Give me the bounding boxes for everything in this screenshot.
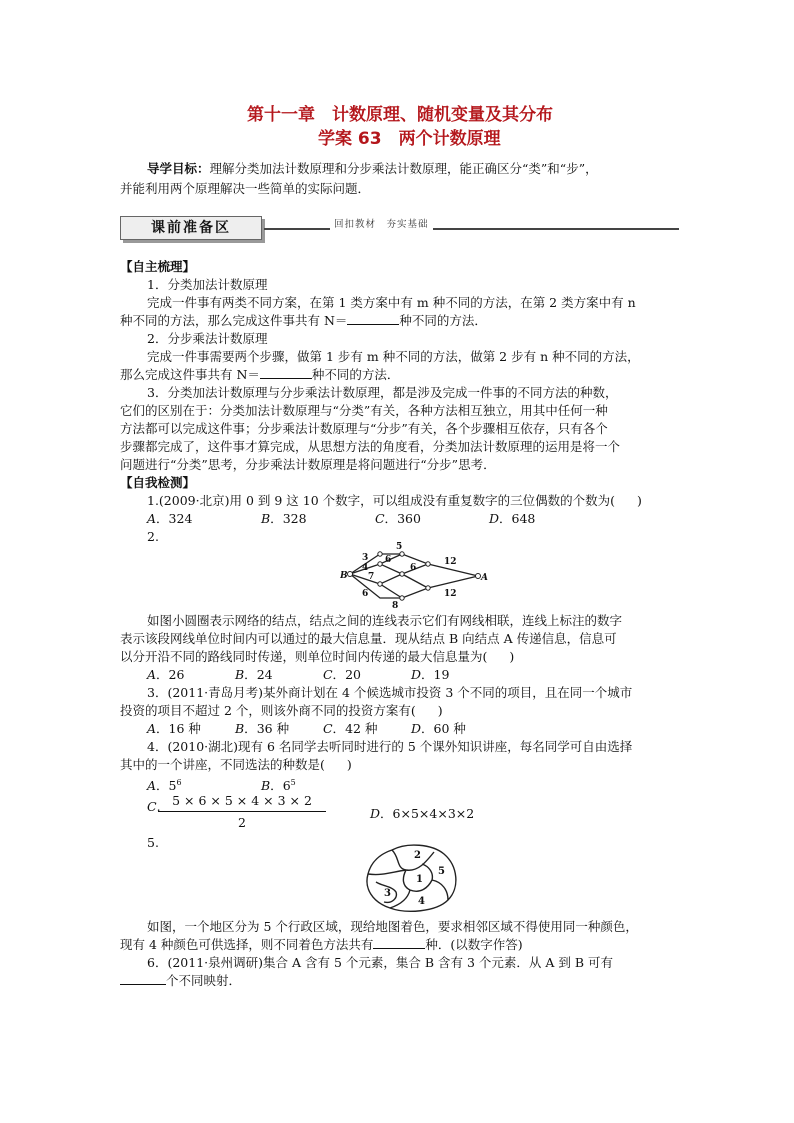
region-label: 2 [414, 850, 421, 861]
check-heading: 【自我检测】 [120, 475, 196, 490]
region-map [362, 842, 462, 914]
banner-rule [264, 228, 679, 230]
node [378, 562, 382, 566]
edge [380, 564, 402, 574]
goal-line-2: 并能利用两个原理解决一些简单的实际问题． [120, 181, 371, 196]
q1-choices [147, 510, 535, 528]
answer-blank-q5[interactable] [373, 936, 425, 949]
banner-subtitle: 回扣教材 夯实基础 [330, 216, 433, 230]
map-boundary [368, 870, 406, 875]
node [348, 572, 353, 577]
q3-choice-d[interactable]: D．60 种 [410, 721, 466, 736]
choice-letter: B [260, 778, 271, 794]
q2-choice-c[interactable]: C．20 [322, 667, 361, 682]
section-banner: 课前准备区 [120, 216, 262, 240]
goal-label: 导学目标： [147, 161, 210, 176]
edge-label: 6 [362, 589, 369, 599]
q3-choice-c[interactable]: C．42 种 [322, 721, 378, 736]
item3-line3: 方法都可以完成这件事；分步乘法计数原理与“分步”有关，各个步骤相互依存，只有各个 [120, 421, 608, 436]
q6-line2 [120, 972, 241, 990]
region-label: 4 [418, 896, 425, 907]
item3-line2: 它们的区别在于：分类加法计数原理与“分类”有关，各种方法相互独立，用其中任何一种 [120, 403, 608, 418]
item2-title: 2．分步乘法计数原理 [147, 331, 268, 346]
edge-label: 12 [444, 557, 457, 567]
node [400, 596, 404, 600]
q1-choice-d[interactable]: D．648 [488, 511, 536, 526]
q1-stem-text: 1.(2009·北京)用 0 到 9 这 10 个数字，可以组成没有重复数字的三位偶数的个数为( [147, 493, 615, 508]
choice-letter: A [147, 778, 157, 794]
q4-choice-c[interactable]: C. [147, 799, 161, 814]
q1-choice-b[interactable]: B．328 [260, 511, 307, 526]
edge-label: 6 [410, 563, 417, 573]
node [426, 586, 430, 590]
q5-line2 [120, 936, 523, 954]
choice-value: 24 [256, 667, 273, 682]
review-heading: 【自主梳理】 [120, 259, 196, 274]
map-outline [367, 845, 456, 911]
q6-line1: 6．(2011·泉州调研)集合 A 含有 5 个元素，集合 B 含有 3 个元素．从 A 到 B 可有 [147, 955, 614, 970]
q3-choices [147, 720, 466, 738]
region-label: 1 [416, 874, 423, 885]
q1-choice-a[interactable]: A．324 [147, 511, 193, 526]
q2-choice-b[interactable]: B．24 [234, 667, 273, 682]
fraction-bar [158, 811, 326, 812]
choice-value: 324 [168, 511, 193, 526]
q3-choice-b[interactable]: B．36 种 [234, 721, 290, 736]
choice-letter: B [260, 511, 271, 526]
choice-value: 19 [433, 667, 450, 682]
edge-label: 7 [368, 572, 375, 582]
goal-text-1: 理解分类加法计数原理和分步乘法计数原理，能正确区分“类”和“步”， [209, 161, 598, 176]
choice-value: 16 种 [168, 721, 201, 736]
choice-letter: C [374, 511, 385, 526]
choice-value: 6×5×4×3×2 [392, 806, 475, 821]
choice-value: 42 种 [345, 721, 378, 736]
choice-letter: C [322, 667, 333, 682]
q4-choice-b[interactable]: B．$6^5$ [260, 778, 296, 794]
edge [380, 574, 402, 584]
q5-line2-b: 种．(以数字作答) [425, 937, 523, 952]
node [378, 552, 382, 556]
choice-letter: B [234, 721, 245, 736]
choice-value: 360 [397, 511, 421, 526]
q2-choice-a[interactable]: A．26 [147, 667, 185, 682]
choice-letter: D [410, 667, 421, 682]
choice-letter: A [147, 721, 157, 736]
item1-line2-a: 种不同的方法，那么完成这件事共有 N＝ [120, 313, 348, 328]
q2-line3-text: 以分开沿不同的路线同时传递，则单位时间内传递的最大信息量为( [120, 649, 488, 664]
q3-line2-text: 投资的项目不超过 2 个，则该外商不同的投资方案有( [120, 703, 416, 718]
item2-line2-a: 那么完成这件事共有 N＝ [120, 367, 260, 382]
choice-value: 648 [511, 511, 536, 526]
item1-line1: 完成一件事有两类不同方案，在第 1 类方案中有 m 种不同的方法，在第 2 类方案中有 n [147, 295, 636, 310]
choice-letter: C [147, 799, 157, 814]
choice-base: 6 [282, 778, 291, 794]
choice-letter: A [147, 667, 157, 682]
choice-letter: C [322, 721, 333, 736]
q4-c-denominator: 2 [238, 815, 246, 830]
item3-line5: 问题进行“分类”思考，分步乘法计数原理是将问题进行“分步”思考． [120, 457, 496, 472]
choice-value: 328 [282, 511, 307, 526]
q4-choice-a[interactable]: A．$5^6$ [147, 778, 182, 794]
item3-line4: 步骤都完成了，这件事才算完成，从思想方法的角度看，分类加法计数原理的运用是将一个 [120, 439, 621, 454]
choice-value: 20 [345, 667, 361, 682]
choice-value: 26 [168, 667, 185, 682]
edge [402, 574, 428, 588]
node-a-label: A [481, 573, 488, 583]
item1-line2 [120, 312, 487, 330]
item2-line2-b: 种不同的方法． [311, 367, 400, 382]
item1-line2-b: 种不同的方法． [399, 313, 487, 328]
choice-letter: A [147, 511, 157, 526]
goal-line-1 [147, 160, 598, 178]
q2-line1: 如图小圆圈表示网络的结点，结点之间的连线表示它们有网线相联，连线上标注的数字 [147, 613, 623, 628]
item3-line1: 3．分类加法计数原理与分步乘法计数原理，都是涉及完成一件事的不同方法的种数， [147, 385, 618, 400]
item1-title: 1．分类加法计数原理 [147, 277, 268, 292]
edge-label: 6 [385, 555, 392, 565]
q2-close: ) [509, 649, 515, 664]
q4-choices-ab [147, 774, 296, 795]
choice-letter: B [234, 667, 245, 682]
region-label: 5 [438, 866, 445, 877]
edge-label: 4 [362, 563, 369, 573]
network-diagram [340, 540, 490, 610]
map-boundary [432, 880, 448, 900]
q4-line2 [120, 756, 352, 774]
q4-c-numerator: 5 × 6 × 5 × 4 × 3 × 2 [172, 793, 312, 808]
q1-stem [147, 492, 642, 510]
choice-letter: D [410, 721, 421, 736]
q2-line3 [120, 648, 514, 666]
choice-value: 36 种 [256, 721, 290, 736]
edge-label: 8 [392, 601, 399, 610]
q2-line2: 表示该段网线单位时间内可以通过的最大信息量．现从结点 B 向结点 A 传递信息，信息可 [120, 631, 617, 646]
choice-base: 5 [168, 778, 177, 794]
region-label: 3 [384, 888, 391, 899]
edge [380, 584, 402, 598]
q3-close: ) [437, 703, 443, 718]
q4-close: ) [346, 757, 352, 772]
edge-label: 5 [396, 542, 403, 552]
node [400, 552, 404, 556]
q4-line2-text: 其中的一个讲座，不同选法的种数是( [120, 757, 325, 772]
node [378, 582, 382, 586]
q6-line2-text: 个不同映射． [166, 973, 242, 988]
answer-blank-1[interactable] [347, 312, 399, 325]
choice-letter: D [488, 511, 499, 526]
q5-line2-a: 现有 4 种颜色可供选择，则不同着色方法共有 [120, 937, 374, 952]
q2-number: 2. [147, 529, 159, 544]
map-boundary [390, 890, 410, 908]
q1-close: ) [637, 493, 642, 508]
edge [350, 574, 380, 584]
choice-exponent: 6 [176, 778, 182, 787]
choice-value: 60 种 [433, 721, 466, 736]
q3-line1: 3．(2011·青岛月考)某外商计划在 4 个候选城市投资 3 个不同的项目，且在同一个城市 [147, 685, 633, 700]
q4-choice-d[interactable]: D．6×5×4×3×2 [370, 806, 475, 821]
q3-line2 [120, 702, 443, 720]
choice-letter: D [370, 806, 381, 821]
answer-blank-q6[interactable] [120, 972, 166, 985]
q2-choices [147, 666, 449, 684]
lesson-title: 学案 63 两个计数原理 [318, 129, 501, 149]
node [476, 574, 481, 579]
node [426, 562, 430, 566]
item2-line1: 完成一件事需要两个步骤，做第 1 步有 m 种不同的方法，做第 2 步有 n 种不同的方法， [147, 349, 640, 364]
q1-choice-c[interactable]: C．360 [374, 511, 421, 526]
edge-label: 3 [362, 553, 369, 563]
edge-label: 12 [444, 589, 457, 599]
answer-blank-2[interactable] [260, 366, 312, 379]
q5-line1: 如图，一个地区分为 5 个行政区域，现给地图着色，要求相邻区域不得使用同一种颜色， [147, 919, 638, 934]
q5-number: 5. [147, 835, 159, 850]
node-b-label: B [340, 571, 348, 581]
node [400, 572, 404, 576]
choice-exponent: 5 [290, 778, 296, 787]
q4-line1: 4．(2010·湖北)现有 6 名同学去听同时进行的 5 个课外知识讲座，每名同学可自由选择 [147, 739, 633, 754]
item2-line2 [120, 366, 399, 384]
chapter-title: 第十一章 计数原理、随机变量及其分布 [247, 105, 553, 125]
q3-choice-a[interactable]: A．16 种 [147, 721, 201, 736]
q2-choice-d[interactable]: D．19 [410, 667, 450, 682]
